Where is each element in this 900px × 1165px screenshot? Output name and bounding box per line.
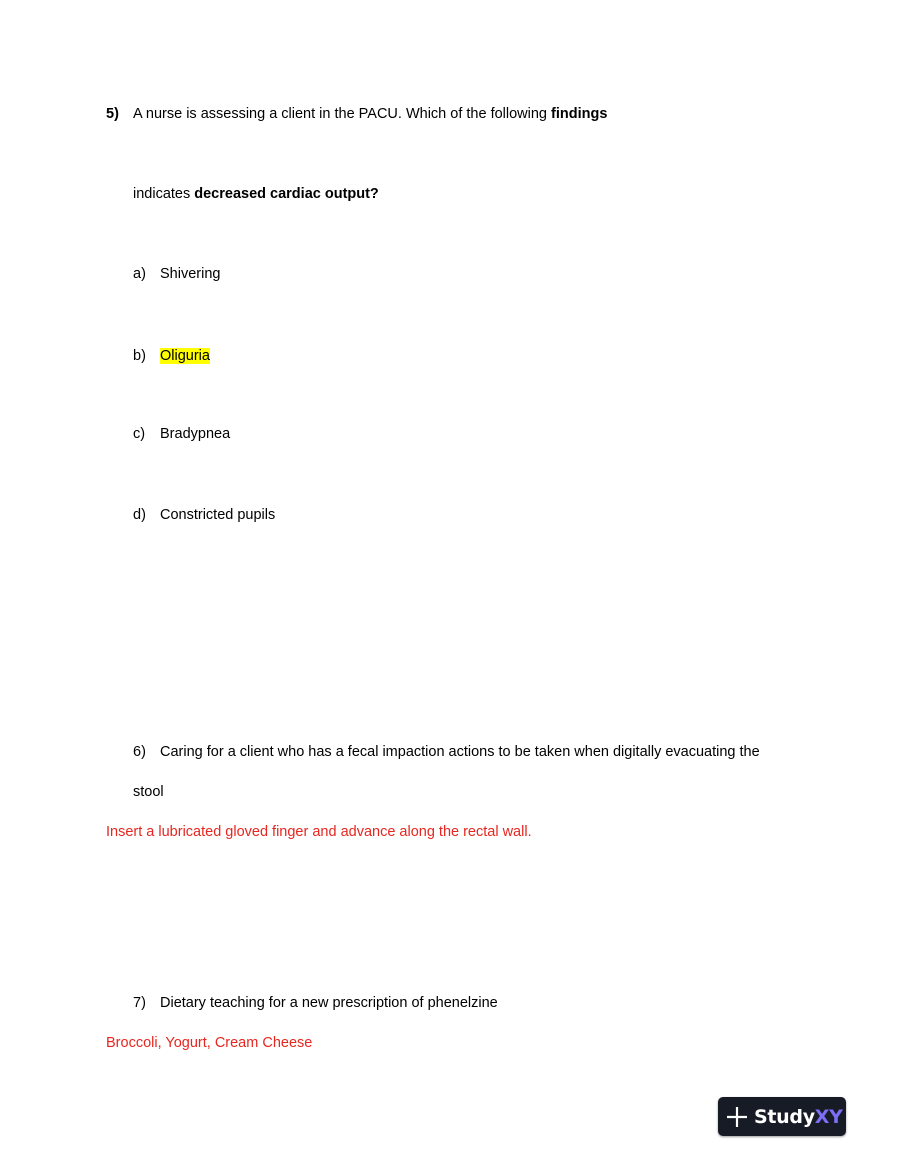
question-6-answer: Insert a lubricated gloved finger and advance along the rectal wall. (106, 824, 532, 840)
question-text: Dietary teaching for a new prescription of phenelzine (160, 995, 498, 1011)
question-text: A nurse is assessing a client in the PACU. Which of the following (133, 106, 552, 122)
option-text: Shivering (160, 266, 221, 282)
question-5-line-2 (133, 186, 379, 202)
brand-name-accent: XY (814, 1105, 843, 1128)
question-emphasis: decreased cardiac output? (194, 186, 379, 202)
question-number: 5) (106, 106, 119, 122)
question-7-answer: Broccoli, Yogurt, Cream Cheese (106, 1035, 313, 1051)
question-number: 7) (133, 995, 146, 1011)
option-letter: a) (133, 266, 146, 282)
option-text: Bradypnea (160, 426, 231, 442)
question-5-line-1 (106, 106, 607, 122)
option-b (133, 348, 210, 364)
option-d (133, 507, 275, 523)
option-a (133, 266, 220, 282)
question-7-line-1 (133, 995, 498, 1011)
option-letter: d) (133, 507, 146, 523)
option-text-highlighted-answer: Oliguria (160, 348, 210, 364)
question-6-line-1 (133, 744, 760, 760)
option-c (133, 426, 230, 442)
question-number: 6) (133, 744, 146, 760)
option-letter: c) (133, 426, 146, 442)
brand-name: Study (754, 1105, 815, 1128)
question-emphasis: findings (551, 106, 608, 122)
question-text: stool (133, 784, 164, 800)
question-text: indicates (133, 186, 195, 202)
option-text: Constricted pupils (160, 507, 276, 523)
question-6-line-2 (133, 784, 164, 800)
plus-icon (726, 1106, 748, 1128)
studyxy-logo-badge[interactable] (718, 1097, 846, 1136)
question-text: Caring for a client who has a fecal impaction actions to be taken when digitally evacuating the (160, 744, 760, 760)
option-letter: b) (133, 348, 146, 364)
